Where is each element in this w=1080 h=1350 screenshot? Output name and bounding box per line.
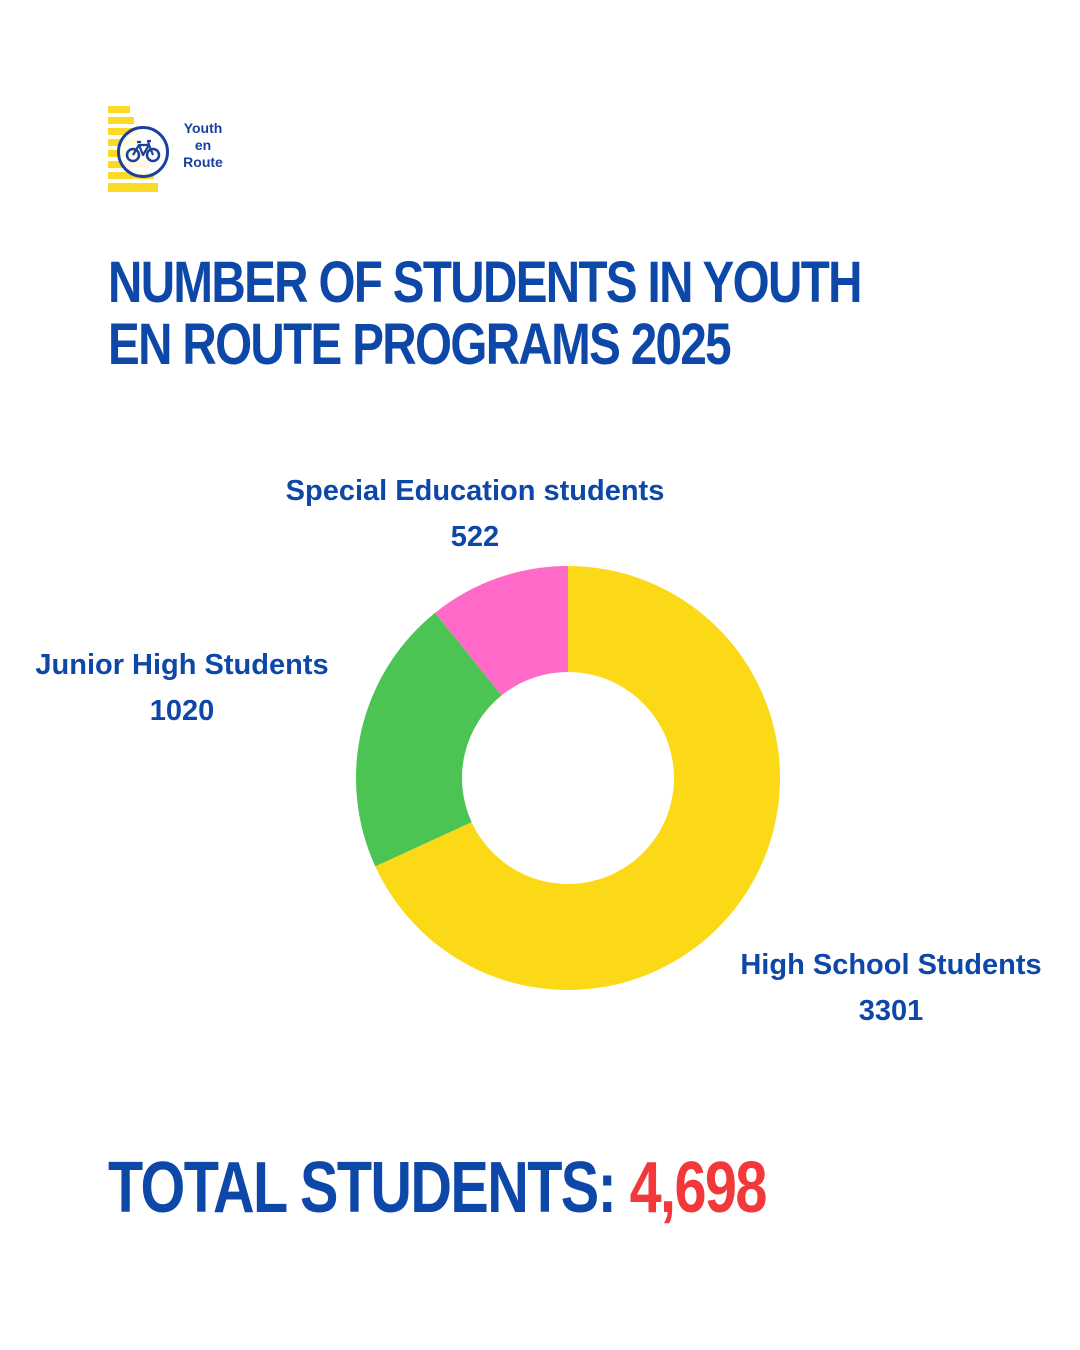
logo-line-2: en — [194, 137, 212, 153]
total-students — [108, 1148, 766, 1228]
slice-label-special-education — [250, 468, 700, 560]
logo-line-1: Youth — [183, 120, 223, 136]
slice-category-junior-high: Junior High Students — [35, 649, 329, 681]
slice-label-high-school — [720, 942, 1062, 1034]
logo-line-3: Route — [183, 154, 223, 170]
slice-category-high-school: High School Students — [740, 949, 1042, 981]
slice-value-high-school: 3301 — [858, 995, 924, 1027]
slice-category-special-education: Special Education students — [285, 475, 665, 507]
page-title: NUMBER OF STUDENTS IN YOUTH EN ROUTE PROGRAMS 2025 — [108, 250, 861, 377]
slice-value-special-education: 522 — [450, 521, 500, 553]
total-label: TOTAL STUDENTS: — [108, 1148, 616, 1228]
slice-value-junior-high: 1020 — [149, 695, 215, 727]
slice-label-junior-high — [14, 642, 350, 734]
total-value: 4,698 — [629, 1148, 766, 1228]
